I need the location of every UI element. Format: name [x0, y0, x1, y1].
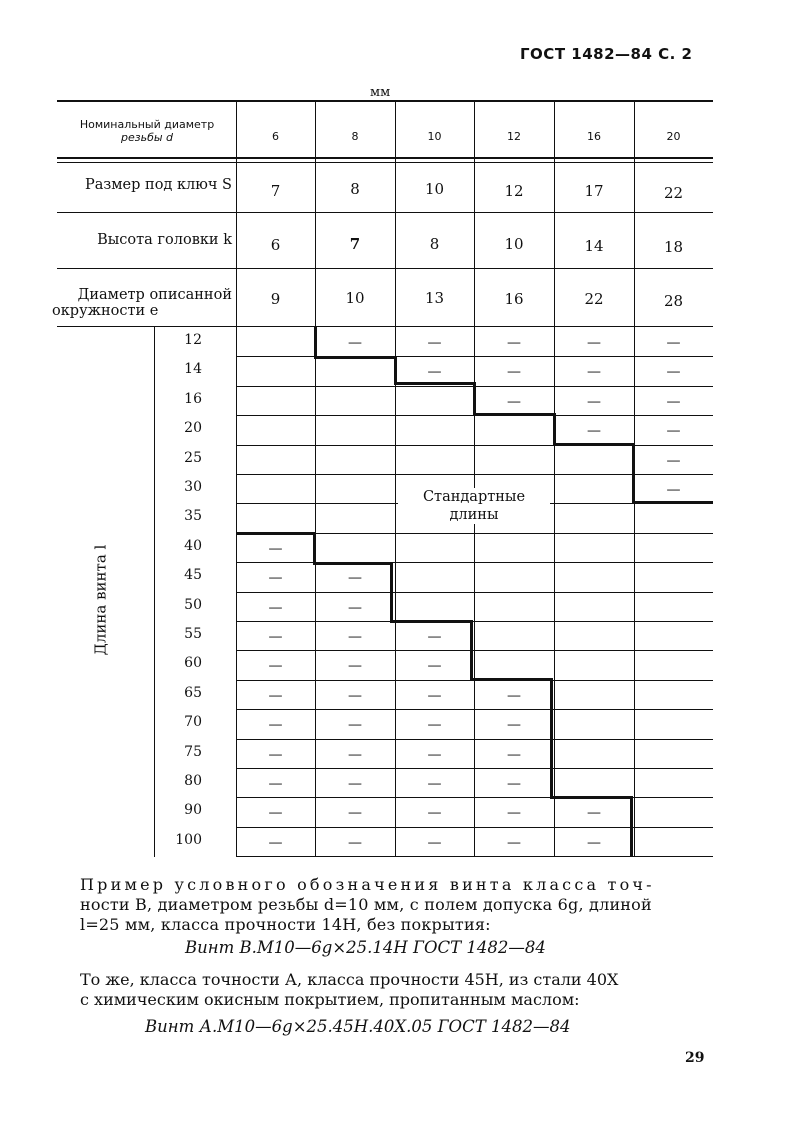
header-rule-1 — [57, 157, 713, 159]
not-applicable-dash: — — [666, 423, 681, 440]
cell-k: 18 — [663, 238, 684, 256]
length-row-rule — [236, 562, 713, 563]
not-applicable-dash: — — [348, 687, 362, 704]
not-applicable-dash: — — [507, 746, 521, 763]
length-value: 70 — [184, 714, 202, 731]
not-applicable-dash: — — [348, 805, 362, 822]
not-applicable-dash: — — [427, 717, 442, 734]
standard-lengths-label: Стандартные длины — [398, 488, 550, 524]
not-applicable-dash: — — [507, 776, 521, 792]
not-applicable-dash: — — [587, 393, 601, 410]
col-line — [236, 102, 237, 857]
col-line — [315, 102, 316, 857]
not-applicable-dash: — — [427, 834, 442, 851]
example-paragraph-1: Пример условного обозначения винта класса точ- ности В, диаметром резьбы d=10 мм, с полем допуска 6g, длиной l=25 мм, класса прочности 14H, без покрытия: — [80, 875, 655, 934]
length-row-rule — [236, 474, 713, 475]
boundary-line — [630, 796, 633, 857]
not-applicable-dash: — — [268, 629, 283, 645]
length-value: 55 — [184, 626, 202, 642]
length-value: 40 — [184, 537, 202, 554]
length-value: 90 — [184, 802, 202, 819]
length-row-rule — [236, 797, 713, 798]
not-applicable-dash: — — [507, 834, 521, 851]
cell-s: 8 — [350, 180, 360, 198]
diameter-header-label: Номинальный диаметр резьбы d — [79, 118, 215, 144]
length-row-rule — [236, 739, 713, 740]
cell-e: 10 — [345, 289, 365, 307]
length-value: 65 — [184, 684, 202, 701]
not-applicable-dash: — — [348, 746, 362, 763]
length-value: 12 — [184, 332, 202, 348]
not-applicable-dash: — — [507, 717, 521, 734]
not-applicable-dash: — — [507, 335, 521, 351]
boundary-line — [632, 443, 635, 503]
not-applicable-dash: — — [348, 658, 362, 675]
boundary-line — [236, 532, 316, 535]
cell-k: 6 — [270, 236, 281, 254]
not-applicable-dash: — — [268, 746, 283, 763]
boundary-line — [390, 562, 393, 622]
col-line — [474, 102, 475, 857]
not-applicable-dash: — — [666, 393, 681, 410]
boundary-line — [313, 562, 393, 565]
boundary-line — [553, 443, 634, 446]
row-rule — [57, 212, 713, 213]
not-applicable-dash: — — [348, 776, 362, 792]
cell-s: 22 — [663, 184, 684, 202]
boundary-line — [314, 326, 317, 358]
not-applicable-dash: — — [427, 335, 442, 351]
not-applicable-dash: — — [348, 335, 362, 351]
boundary-line — [394, 356, 397, 384]
boundary-line — [313, 533, 316, 565]
not-applicable-dash: — — [507, 805, 521, 822]
length-value: 25 — [184, 449, 202, 466]
length-row-rule — [236, 856, 713, 857]
cell-s: 12 — [504, 182, 524, 200]
not-applicable-dash: — — [666, 335, 681, 351]
not-applicable-dash: — — [427, 629, 442, 645]
not-applicable-dash: — — [268, 717, 283, 734]
not-applicable-dash: — — [268, 834, 283, 851]
length-value: 45 — [184, 567, 202, 584]
not-applicable-dash: — — [587, 805, 601, 822]
cell-s: 7 — [270, 182, 281, 200]
row-rule — [57, 326, 713, 327]
not-applicable-dash: — — [268, 658, 283, 675]
cell-e: 9 — [270, 290, 281, 308]
cell-e: 16 — [504, 290, 524, 308]
length-row-rule — [236, 356, 713, 357]
length-value: 14 — [184, 361, 202, 378]
length-row-rule — [236, 592, 713, 593]
not-applicable-dash: — — [666, 452, 681, 469]
page-number: 29 — [685, 1050, 705, 1066]
boundary-line — [553, 796, 633, 799]
not-applicable-dash: — — [427, 687, 442, 704]
not-applicable-dash: — — [348, 570, 362, 587]
diameter-8: 8 — [351, 130, 359, 143]
cell-k: 14 — [584, 237, 604, 255]
length-row-rule — [236, 709, 713, 710]
row-rule — [57, 268, 713, 269]
not-applicable-dash: — — [507, 364, 521, 381]
not-applicable-dash: — — [587, 834, 601, 851]
not-applicable-dash: — — [587, 335, 601, 351]
cell-e: 22 — [584, 290, 604, 308]
cell-k: 10 — [504, 235, 524, 253]
diameter-10: 10 — [427, 130, 442, 143]
designation-formula-2: Винт А.М10—6g×25.45H.40X.05 ГОСТ 1482—84 — [145, 1017, 571, 1036]
not-applicable-dash: — — [427, 658, 442, 675]
col-line — [395, 102, 396, 857]
length-value: 75 — [184, 743, 202, 760]
example-paragraph-2: То же, класса точности А, класса прочности 45H, из стали 40X с химическим окисным покрытием, пропитанным маслом: — [80, 970, 619, 1009]
not-applicable-dash: — — [268, 776, 283, 792]
not-applicable-dash: — — [666, 482, 681, 498]
length-row-rule — [236, 650, 713, 651]
diameter-20: 20 — [666, 130, 681, 143]
boundary-line — [390, 620, 471, 623]
cell-k: 7 — [349, 235, 361, 253]
diameter-16: 16 — [587, 130, 601, 143]
units-label: мм — [370, 85, 391, 100]
boundary-line — [634, 501, 713, 504]
length-value: 35 — [184, 508, 202, 525]
not-applicable-dash: — — [268, 687, 283, 704]
length-row-rule — [236, 768, 713, 769]
row-label-s: Размер под ключ S — [84, 177, 232, 193]
not-applicable-dash: — — [268, 540, 283, 557]
not-applicable-dash: — — [427, 776, 442, 792]
not-applicable-dash: — — [268, 570, 283, 587]
length-axis-label: Длина винта l — [91, 544, 109, 656]
not-applicable-dash: — — [507, 687, 521, 704]
not-applicable-dash: — — [427, 364, 442, 381]
not-applicable-dash: — — [427, 805, 442, 822]
not-applicable-dash: — — [666, 364, 681, 381]
boundary-line — [470, 620, 473, 680]
not-applicable-dash: — — [348, 717, 362, 734]
not-applicable-dash: — — [587, 364, 601, 381]
page-header: ГОСТ 1482—84 С. 2 — [520, 45, 693, 63]
not-applicable-dash: — — [268, 805, 283, 822]
header-rule-2 — [57, 162, 713, 163]
cell-s: 10 — [424, 180, 445, 198]
length-value: 50 — [184, 596, 202, 613]
boundary-line — [553, 413, 556, 445]
length-value: 100 — [175, 831, 202, 848]
length-row-rule — [236, 827, 713, 828]
length-value: 20 — [184, 420, 202, 437]
diameter-6: 6 — [272, 130, 279, 143]
diameter-12: 12 — [507, 130, 521, 143]
not-applicable-dash: — — [427, 746, 442, 763]
length-row-rule — [236, 445, 713, 446]
cell-e: 28 — [663, 292, 684, 310]
cell-k: 8 — [429, 235, 440, 253]
row-label-e: Диаметр описанной окружности e — [52, 287, 232, 319]
boundary-line — [394, 382, 474, 385]
cell-s: 17 — [584, 182, 604, 200]
cell-e: 13 — [424, 289, 445, 307]
length-value: 80 — [184, 773, 202, 789]
not-applicable-dash: — — [268, 599, 283, 616]
row-label-k: Высота головки k — [97, 232, 232, 248]
not-applicable-dash: — — [348, 629, 362, 645]
not-applicable-dash: — — [348, 834, 362, 851]
length-row-rule — [236, 621, 713, 622]
length-value: 60 — [184, 655, 202, 672]
col-line — [554, 102, 555, 857]
boundary-line — [473, 413, 554, 416]
not-applicable-dash: — — [348, 599, 362, 616]
top-rule — [57, 100, 713, 102]
boundary-line — [550, 678, 553, 799]
boundary-line — [470, 678, 552, 681]
not-applicable-dash: — — [507, 393, 521, 410]
length-value: 30 — [184, 479, 202, 495]
not-applicable-dash: — — [587, 423, 601, 440]
length-value: 16 — [184, 390, 202, 407]
boundary-line — [314, 356, 395, 359]
boundary-line — [473, 382, 476, 415]
designation-formula-1: Винт В.М10—6g×25.14H ГОСТ 1482—84 — [185, 938, 546, 957]
